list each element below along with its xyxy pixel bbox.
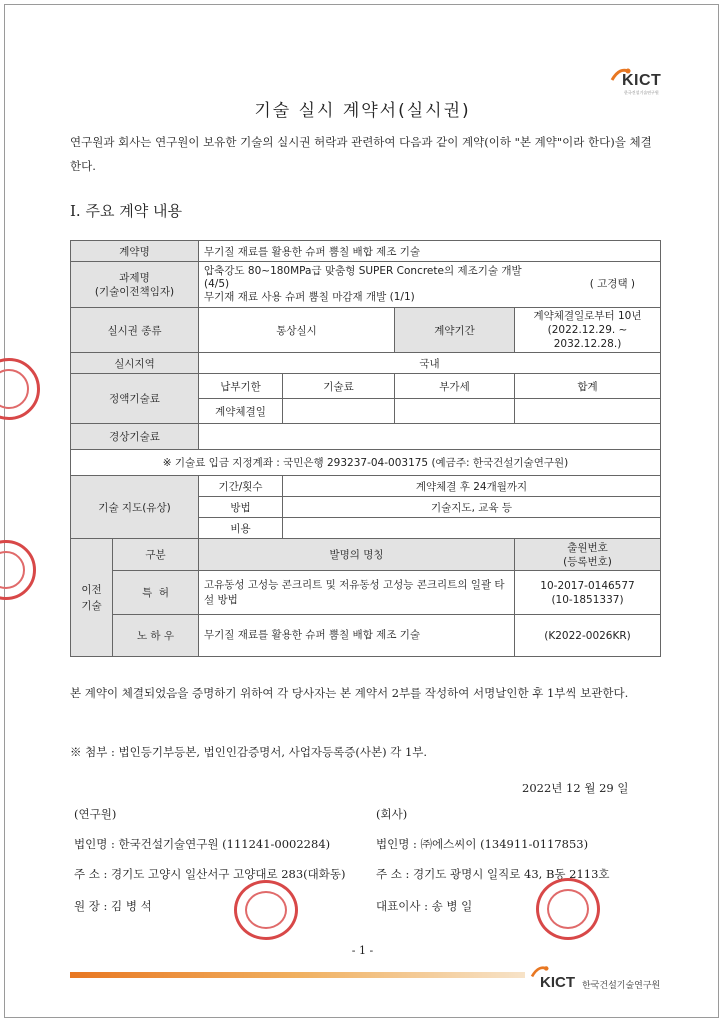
document-title: 기술 실시 계약서(실시권)	[254, 101, 471, 121]
project-value	[199, 262, 661, 308]
contract-name-label: 계약명	[71, 241, 199, 262]
total-value-cell	[515, 399, 661, 424]
transfer-header-type: 구분	[113, 539, 199, 571]
guidance-row-value: 기술지도, 교육 등	[283, 497, 661, 518]
transfer-header-number: 출원번호 (등록번호)	[515, 539, 661, 571]
project-line-1: 압축강도 80~180MPa급 맞춤형 SUPER Concrete의 제조기술 개발	[204, 265, 522, 277]
page-number: - 1 -	[351, 944, 374, 957]
intro-paragraph: 연구원과 회사는 연구원이 보유한 기술의 실시권 허락과 관련하여 다음과 같이 계약(이하 "본 계약"이라 한다)을 체결한다.	[70, 135, 652, 173]
guidance-row-label: 기간/횟수	[199, 476, 283, 497]
institute-heading: (연구원)	[74, 807, 117, 821]
row-fixed-fee-header	[71, 374, 661, 399]
company-heading: (회사)	[376, 807, 408, 821]
license-type-value: 통상실시	[199, 308, 395, 353]
running-fee-value	[199, 424, 661, 450]
contract-name-value: 무기질 재료를 활용한 슈퍼 뿜칠 배합 제조 기술	[199, 241, 661, 262]
contract-date: 2022년 12 월 29 일	[522, 781, 629, 795]
guidance-row-value	[283, 518, 661, 539]
period-line-2: (2022.12.29. ~ 2032.12.28.)	[547, 324, 628, 350]
fee-row-label: 계약체결일	[199, 399, 283, 424]
project-label: 과제명 (기술이전책임자)	[71, 262, 199, 308]
project-line-3: 무기재 재료 사용 슈퍼 뿜칠 마감재 개발 (1/1)	[204, 291, 415, 303]
company-address: 주 소 : 경기도 광명시 일직로 43, B동 2113호	[376, 867, 610, 881]
project-line-2-wrap	[204, 278, 655, 291]
fee-header-deadline: 납부기한	[199, 374, 283, 399]
attachment-note: ※ 첨부 : 법인등기부등본, 법인인감증명서, 사업자등록증(사본) 각 1부.	[70, 745, 428, 759]
closing-paragraph: 본 계약이 체결되었음을 증명하기 위하여 각 당사자는 본 계약서 2부를 작성하여 서명날인한 후 1부씩 보관한다.	[70, 686, 629, 700]
row-guidance-1	[71, 476, 661, 497]
running-fee-label: 경상기술료	[71, 424, 199, 450]
row-contract-name	[71, 241, 661, 262]
fee-value-cell	[283, 399, 395, 424]
region-label: 실시지역	[71, 353, 199, 374]
row-account	[71, 450, 661, 476]
institute-representative: 원 장 : 김 병 석	[74, 899, 152, 913]
transfer-name: 고유동성 고성능 콘크리트 및 저유동성 고성능 콘크리트의 일괄 타설 방법	[199, 571, 515, 615]
project-line-2: (4/5)	[204, 278, 230, 290]
section-title: I. 주요 계약 내용	[70, 202, 182, 220]
guidance-row-label: 방법	[199, 497, 283, 518]
transfer-type: 특 허	[113, 571, 199, 615]
row-transfer-knowhow	[71, 615, 661, 657]
kict-logo-text: KICT	[622, 72, 662, 89]
company-name: 법인명 : ㈜에스씨이 (134911-0117853)	[376, 837, 589, 851]
transfer-label: 이전 기술	[71, 539, 113, 657]
kict-logo-subtitle: 한국건설기술연구원	[624, 90, 659, 95]
period-line-1: 계약체결일로부터 10년	[533, 310, 642, 322]
row-transfer-header	[71, 539, 661, 571]
row-region	[71, 353, 661, 374]
contract-table	[70, 240, 661, 657]
row-transfer-patent	[71, 571, 661, 615]
guidance-row-label: 비용	[199, 518, 283, 539]
footer-logo-text: KICT	[540, 974, 575, 991]
transfer-type: 노 하 우	[113, 615, 199, 657]
footer-orange-bar	[70, 972, 525, 978]
institute-address: 주 소 : 경기도 고양시 일산서구 고양대로 283(대화동)	[74, 867, 346, 881]
kict-logo-top	[610, 62, 670, 98]
row-project	[71, 262, 661, 308]
period-value	[515, 308, 661, 353]
transfer-number: 10-2017-0146577 (10-1851337)	[515, 571, 661, 615]
transfer-number: (K2022-0026KR)	[515, 615, 661, 657]
account-note: ※ 기술료 입금 지정계좌 : 국민은행 293237-04-003175 (예금주: 한국건설기술연구원)	[71, 450, 661, 476]
fixed-fee-label: 정액기술료	[71, 374, 199, 424]
fee-header-total: 합계	[515, 374, 661, 399]
project-person: ( 고경택 )	[589, 278, 636, 290]
kict-logo-bottom	[530, 962, 680, 994]
fee-header-vat: 부가세	[395, 374, 515, 399]
guidance-row-value: 계약체결 후 24개월까지	[283, 476, 661, 497]
row-running-fee	[71, 424, 661, 450]
seal-stamp-company	[536, 878, 600, 940]
seal-stamp-institute	[234, 880, 298, 940]
region-value: 국내	[199, 353, 661, 374]
transfer-header-name: 발명의 명칭	[199, 539, 515, 571]
fee-header-fee: 기술료	[283, 374, 395, 399]
transfer-name: 무기질 재료를 활용한 슈퍼 뿜칠 배합 제조 기술	[199, 615, 515, 657]
license-type-label: 실시권 종류	[71, 308, 199, 353]
period-label: 계약기간	[395, 308, 515, 353]
company-representative: 대표이사 : 송 병 일	[376, 899, 473, 913]
institute-name: 법인명 : 한국건설기술연구원 (111241-0002284)	[74, 837, 331, 851]
guidance-label: 기술 지도(유상)	[71, 476, 199, 539]
row-license	[71, 308, 661, 353]
vat-value-cell	[395, 399, 515, 424]
footer-institute-name: 한국건설기술연구원	[582, 981, 661, 991]
